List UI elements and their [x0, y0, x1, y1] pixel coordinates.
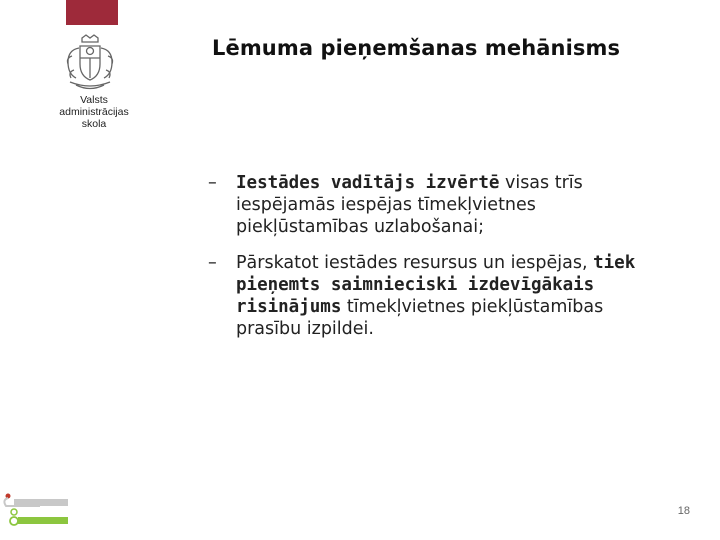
organization-name — [44, 94, 144, 130]
bullet-marker: – — [208, 173, 217, 193]
brand-color-bar — [66, 0, 118, 25]
bullet2-text-after: tīmekļvietnes piekļūstamības prasību izpildei. — [236, 297, 604, 339]
bullet-item — [208, 172, 656, 238]
decorative-graphic — [0, 488, 72, 528]
slide-title: Lēmuma pieņemšanas mehānisms — [212, 36, 621, 60]
bullet-list — [208, 172, 656, 354]
bullet2-bold-text: tiek pieņemts saimnieciski izdevīgākais risinājums — [236, 253, 636, 317]
bullet1-bold-text: Iestādes vadītājs izvērtē — [236, 173, 500, 193]
organization-name-line2: skola — [81, 118, 107, 130]
page-number: 18 — [677, 505, 690, 517]
bullet1-text: visas trīs iespējamās iespējas tīmekļvietnes piekļūstamības uzlabošanai; — [236, 173, 583, 237]
bullet-marker: – — [208, 253, 217, 273]
bullet-item — [208, 252, 656, 340]
coat-of-arms-icon — [62, 34, 118, 92]
bullet2-text-before: Pārskatot iestādes resursus un iespējas, — [236, 253, 594, 273]
organization-name-line1: Valsts administrācijas — [59, 94, 129, 118]
